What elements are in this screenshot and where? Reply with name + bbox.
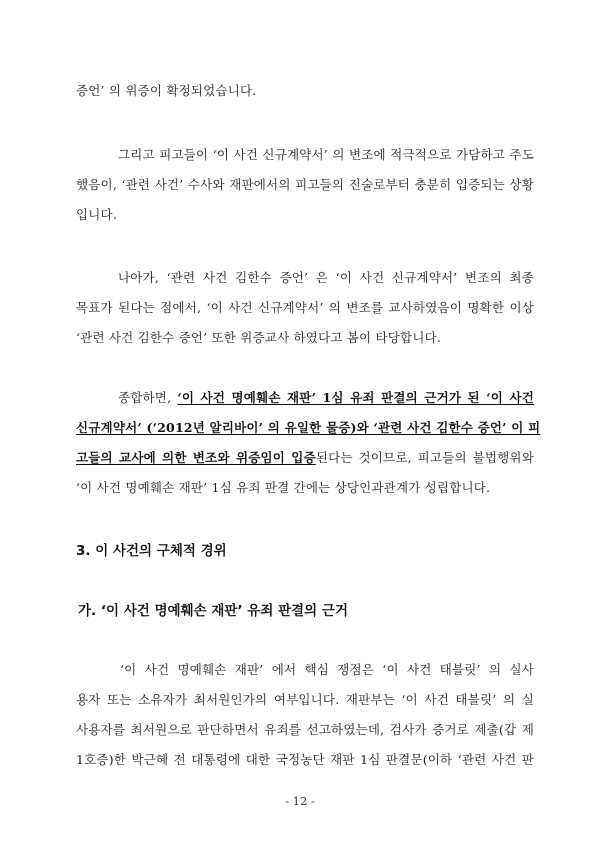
subsection-heading: 가. ‘이 사건 명예훼손 재판’ 유죄 판결의 근거 [78, 603, 348, 619]
paragraph-line: ‘이 사건 명예훼손 재판’ 1심 유죄 판결 간에는 상당인과관계가 성립합니다. [76, 480, 491, 495]
emphasized-text: 신규계약서’ (‘2012년 알리바이’ 의 유일한 물증)와 ‘관련 사건 김한수 증언’ 이 피 [76, 420, 541, 435]
section-heading: 3. 이 사건의 구체적 경위 [76, 543, 227, 559]
paragraph-line: 그리고 피고들이 ‘이 사건 신규계약서’ 의 변조에 적극적으로 가담하고 주도 [118, 147, 534, 162]
paragraph-line [76, 419, 541, 437]
plain-text: 된다는 것이므로, 피고들의 불법행위와 [315, 450, 534, 465]
emphasized-text: ‘이 사건 명예훼손 재판’ 1심 유죄 판결의 근거가 된 ‘이 사건 [177, 390, 534, 405]
page-number: - 12 - [285, 794, 315, 808]
paragraph-line: ‘이 사건 명예훼손 재판’ 에서 핵심 쟁점은 ‘이 사건 태블릿’ 의 실사 [120, 662, 534, 677]
paragraph-line [76, 449, 534, 467]
paragraph-line: 나아가, ‘관련 사건 김한수 증언’ 은 ‘이 사건 신규계약서’ 변조의 최종 [118, 270, 534, 285]
paragraph-line: 했음이, ‘관련 사건’ 수사와 재판에서의 피고들의 진술로부터 충분히 입증되는 상황 [76, 177, 534, 192]
paragraph-line: 입니다. [76, 207, 117, 222]
emphasized-text: 고들의 교사에 의한 변조와 위증임이 입증 [76, 450, 316, 465]
paragraph-line [118, 389, 534, 407]
paragraph-line: 증언’ 의 위증이 확정되었습니다. [76, 83, 257, 98]
paragraph-line: 1호증)한 박근혜 전 대통령에 대한 국정농단 재판 1심 판결문(이하 ‘관련 사건 판 [76, 752, 534, 767]
paragraph-line: 용자 또는 소유자가 최서원인가의 여부입니다. 재판부는 ‘이 사건 태블릿’ 의 실 [76, 692, 534, 707]
paragraph-line: ‘관련 사건 김한수 증언’ 또한 위증교사 하였다고 봄이 타당합니다. [76, 330, 442, 345]
paragraph-line: 사용자를 최서원으로 판단하면서 유죄를 선고하였는데, 검사가 증거로 제출(갑 제 [76, 722, 534, 737]
paragraph-line: 목표가 된다는 점에서, ‘이 사건 신규계약서’ 의 변조를 교사하였음이 명확한 이상 [76, 300, 534, 315]
plain-text: 종합하면, [118, 390, 178, 405]
